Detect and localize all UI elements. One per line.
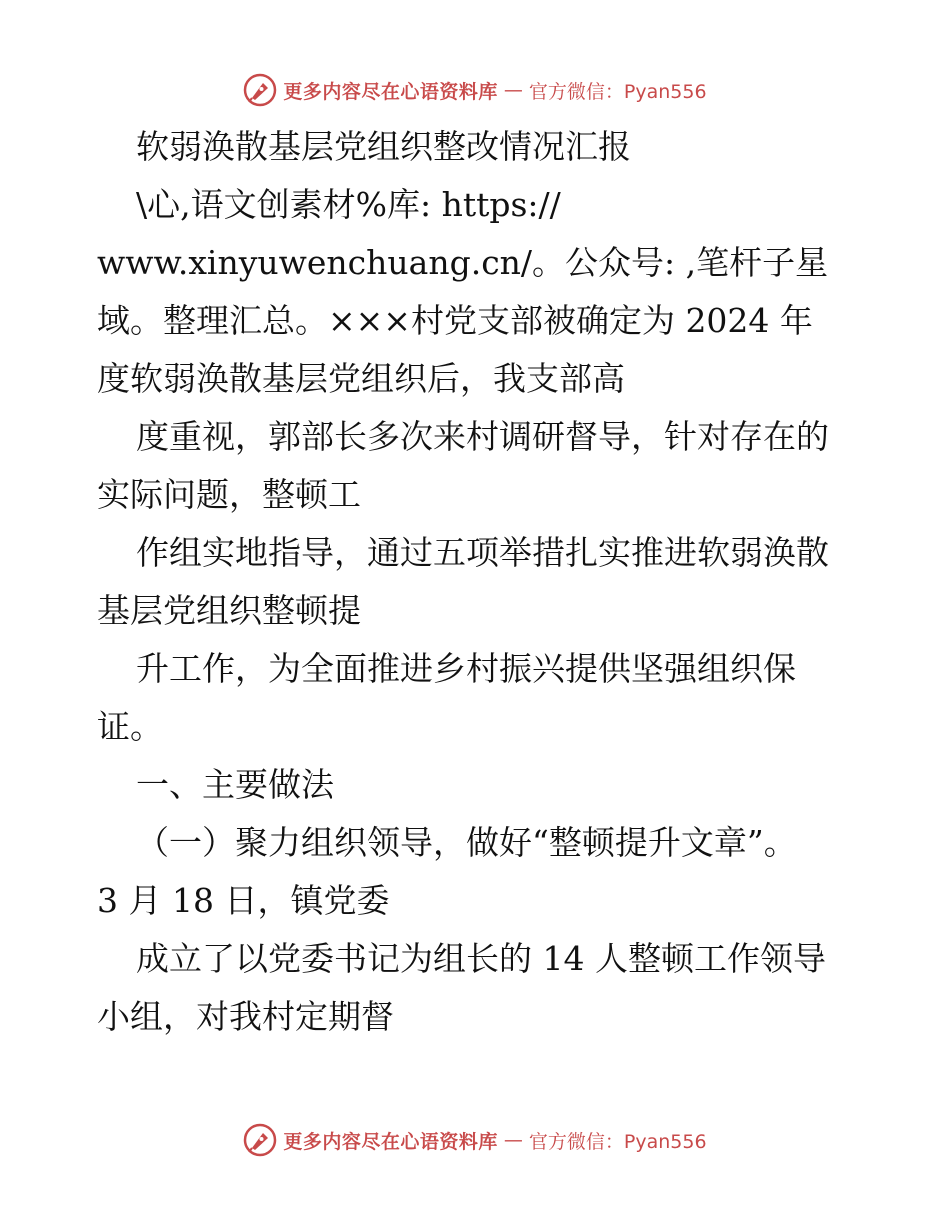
header-banner — [0, 70, 950, 110]
doc-line: www.xinyuwenchuang.cn/。公众号: ,笔杆子星 — [97, 243, 829, 282]
doc-line: 作组实地指导，通过五项举措扎实推进软弱涣散 — [136, 533, 829, 572]
doc-line: 域。整理汇总。×××村党支部被确定为 2024 年 — [97, 301, 813, 340]
doc-line: 小组，对我村定期督 — [97, 997, 394, 1036]
banner-brand: 更多内容尽在心语资料库 — [283, 1130, 498, 1153]
doc-line: 实际问题，整顿工 — [97, 475, 361, 514]
doc-line: 证。 — [97, 707, 163, 746]
doc-line: 度软弱涣散基层党组织后，我支部高 — [97, 359, 625, 398]
banner-wechat: 官方微信：Pyan556 — [528, 1130, 707, 1153]
doc-line: 成立了以党委书记为组长的 14 人整顿工作领导 — [136, 939, 826, 978]
banner-brand: 更多内容尽在心语资料库 — [283, 80, 498, 103]
subsection-heading: （一）聚力组织领导，做好“整顿提升文章”。 — [136, 823, 797, 862]
doc-line: 基层党组织整顿提 — [97, 591, 361, 630]
section-heading: 一、主要做法 — [136, 765, 334, 804]
footer-banner — [0, 1120, 950, 1160]
banner-wechat: 官方微信：Pyan556 — [528, 80, 707, 103]
doc-line: 升工作，为全面推进乡村振兴提供坚强组织保 — [136, 649, 796, 688]
pen-nib-logo-icon — [243, 73, 277, 107]
doc-line: 3 月 18 日，镇党委 — [97, 881, 390, 920]
doc-line: \心,语文创素材%库: https:// — [136, 185, 561, 224]
banner-dash: — — [503, 79, 523, 101]
pen-nib-logo-icon — [243, 1123, 277, 1157]
banner-dash: — — [503, 1129, 523, 1151]
doc-line: 软弱涣散基层党组织整改情况汇报 — [136, 127, 631, 166]
doc-line: 度重视，郭部长多次来村调研督导，针对存在的 — [136, 417, 829, 456]
